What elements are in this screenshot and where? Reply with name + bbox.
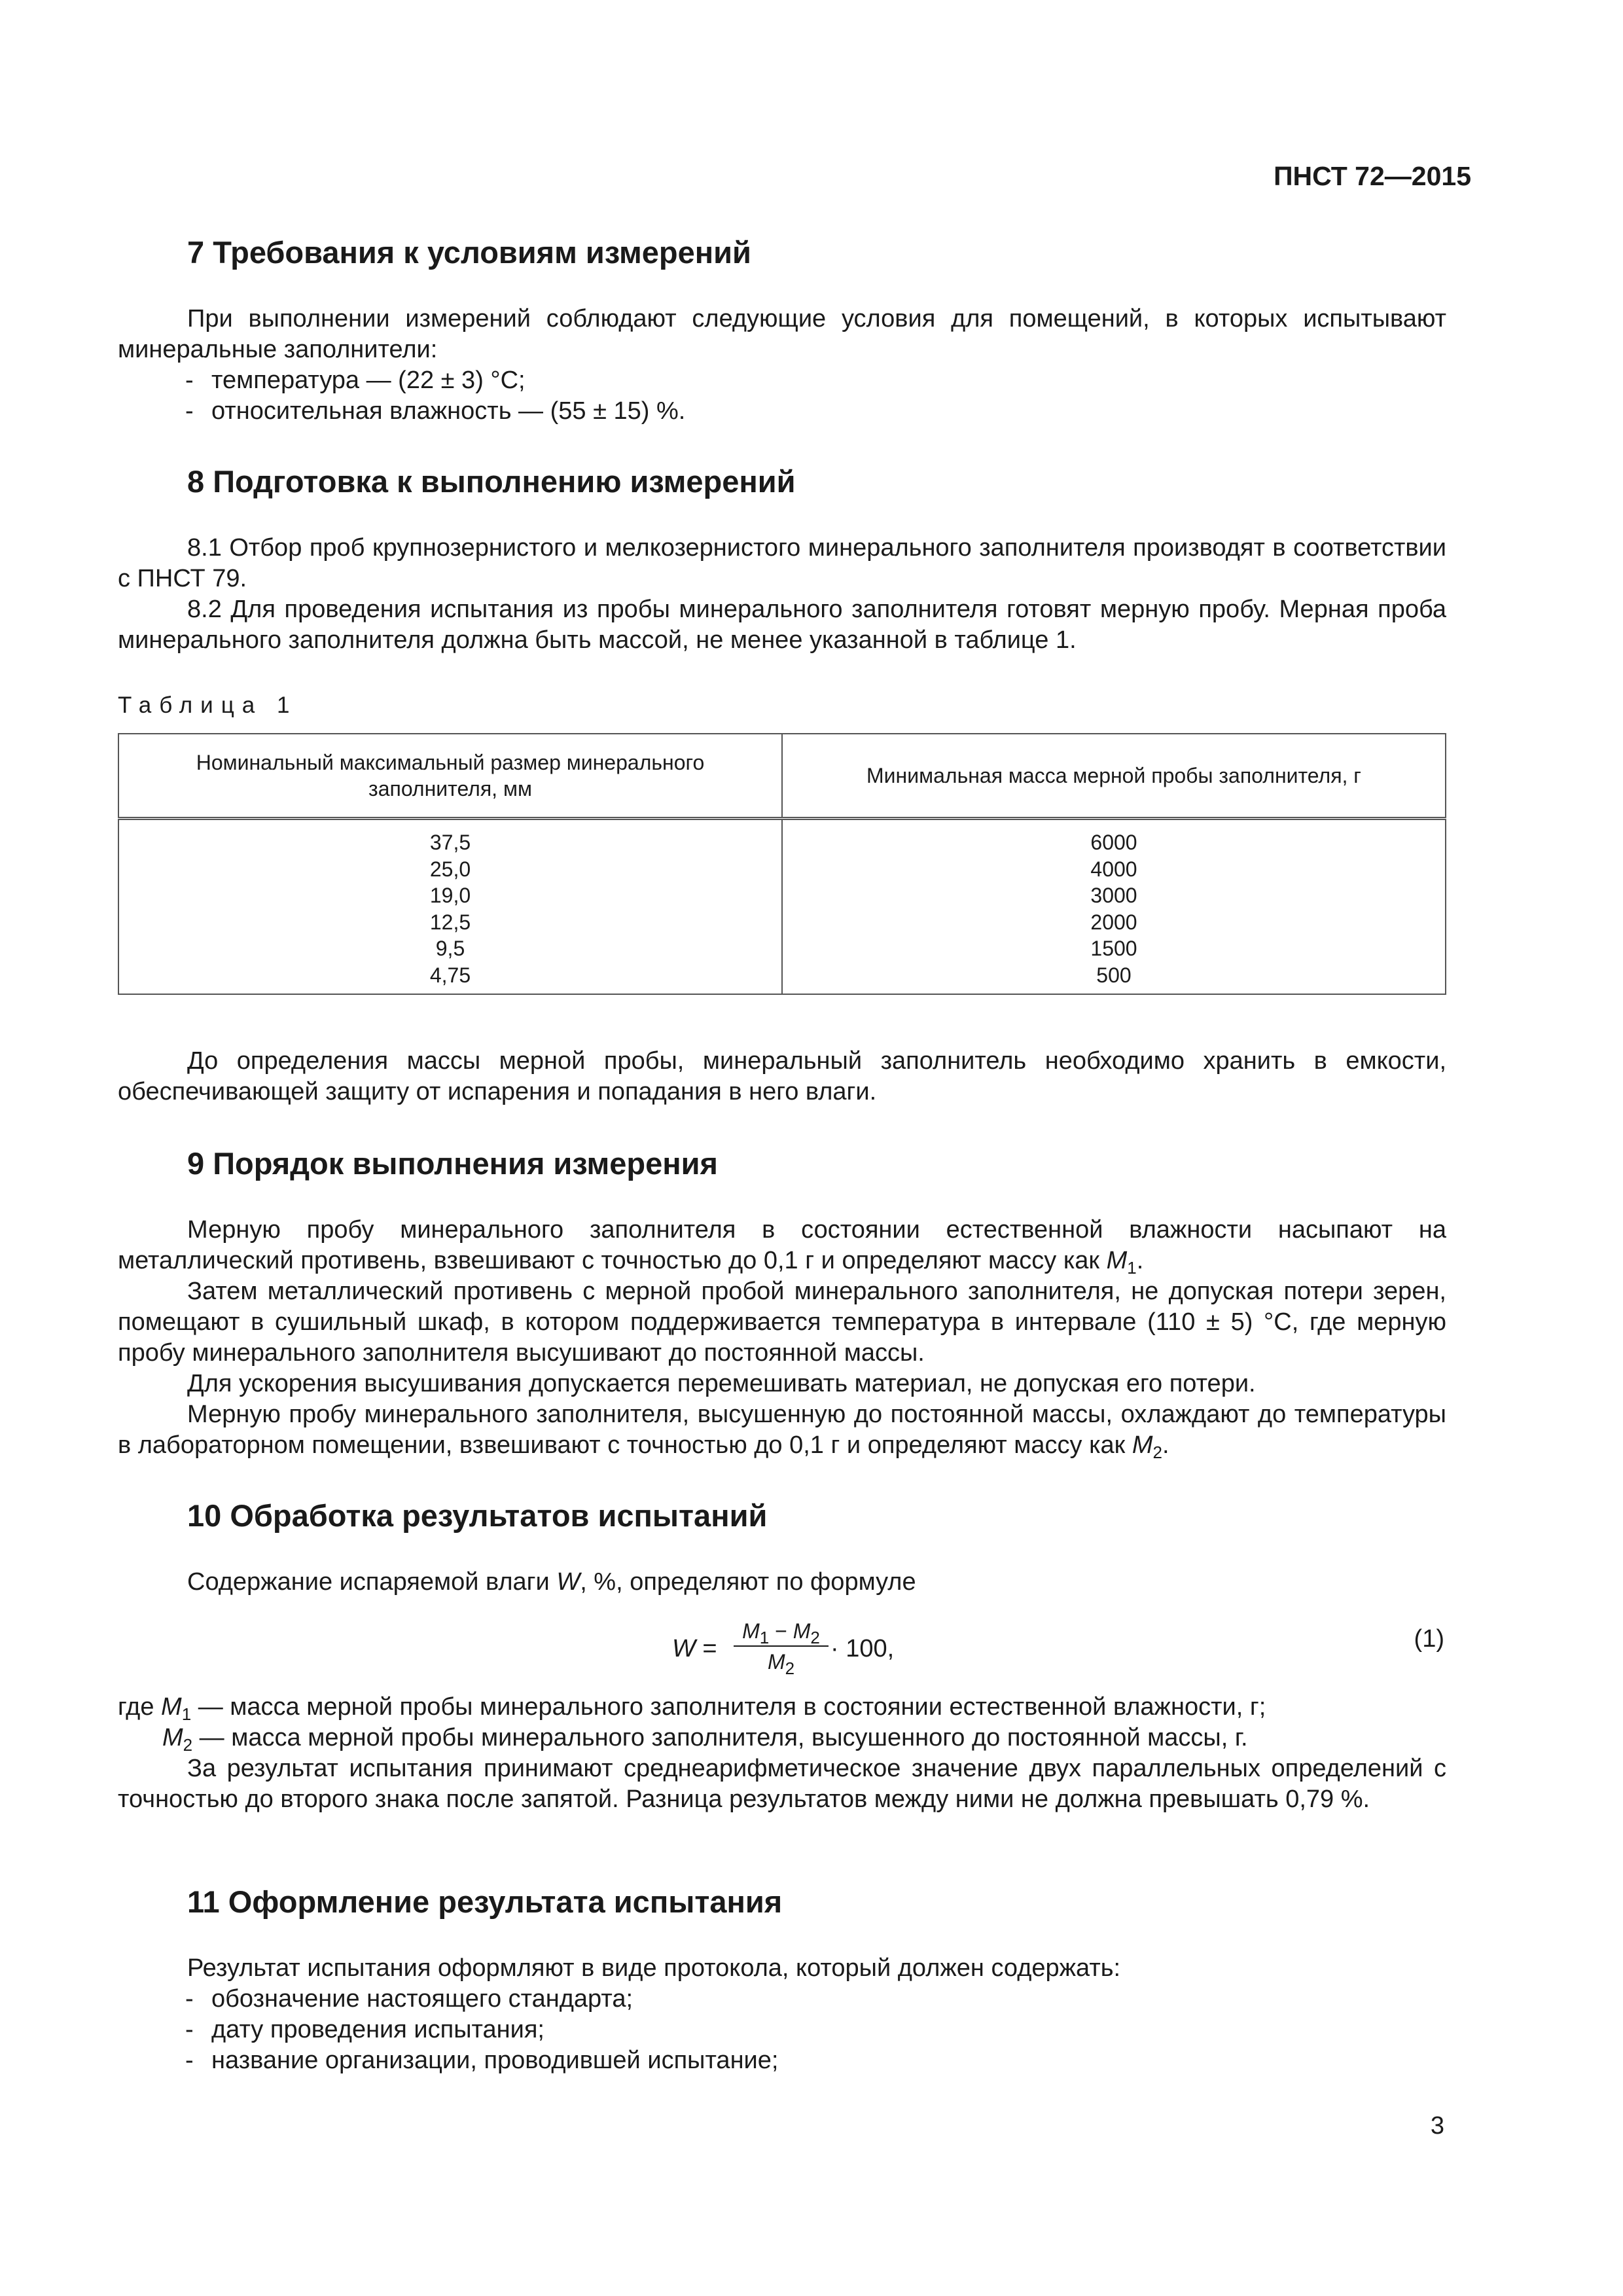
section-10-title: 10 Обработка результатов испытаний <box>187 1498 768 1533</box>
section-11-title: 11 Оформление результата испытания <box>187 1884 783 1919</box>
section-9-step-3: Для ускорения высушивания допускается перемешивать материал, не допуская его потери. <box>187 1370 1256 1397</box>
section-7-title: 7 Требования к условиям измерений <box>187 235 751 270</box>
table-cell: 25,0 <box>429 857 471 881</box>
list-item: - температура — (22 ± 3) °С; <box>185 367 526 394</box>
table-column-mass <box>782 819 1446 995</box>
where-line-1: где $M_1$ — масса мерной пробы минерального заполнителя в состоянии естественной влажности, г; <box>118 1693 1266 1724</box>
formula-fraction <box>734 1617 829 1677</box>
table-cell: 37,5 <box>429 831 471 854</box>
page-number: 3 <box>1430 2112 1444 2140</box>
table-header-size: Номинальный максимальный размер минерального заполнителя, мм <box>118 734 782 819</box>
section-9-step-4: Мерную пробу минерального заполнителя, высушенную до постоянной массы, охлаждают до температуры в лабораторном помещении, взвешивают с точностью до 0,1 г и определяют массу как $M_2$. <box>118 1401 1446 1462</box>
storage-paragraph: До определения массы мерной пробы, минеральный заполнитель необходимо хранить в емкости, обеспечивающей защиту от испарения и попадания в него влаги. <box>118 1047 1446 1105</box>
formula-rhs: · 100, <box>830 1635 895 1662</box>
table-cell: 1500 <box>1090 937 1137 960</box>
formula-intro: Содержание испаряемой влаги W, %, определяют по формуле <box>187 1568 916 1596</box>
table-header-mass: Минимальная масса мерной пробы заполнителя, г <box>782 734 1446 819</box>
table-cell: 9,5 <box>435 937 465 960</box>
list-item: - название организации, проводившей испытание; <box>185 2047 779 2074</box>
clause-8-2: 8.2 Для проведения испытания из пробы минерального заполнителя готовят мерную пробу. Мерная проба минерального заполнителя должна быть массой, не менее указанной в таблице 1. <box>118 596 1446 654</box>
formula-denominator: $M_2$ <box>767 1650 795 1678</box>
section-9-step-2: Затем металлический противень с мерной пробой минерального заполнителя, не допуская потери зерен, помещают в сушильный шкаф, в котором поддерживается температура в интервале (110 ± 5) °С, где мерную пробу минерального заполнителя высушивают до постоянной массы. <box>118 1278 1446 1367</box>
section-11-intro: Результат испытания оформляют в виде протокола, который должен содержать: <box>187 1954 1121 1982</box>
table-cell: 500 <box>1096 963 1132 987</box>
table-cell: 3000 <box>1090 884 1137 907</box>
list-item: - относительная влажность — (55 ± 15) %. <box>185 397 686 425</box>
list-item-text: название организации, проводившей испытание; <box>211 2047 779 2074</box>
result-paragraph: За результат испытания принимают среднеарифметическое значение двух параллельных определений с точностью до второго знака после запятой. Разница результатов между ними не должна превышать 0,79 %. <box>118 1755 1446 1813</box>
table-cell: 6000 <box>1090 831 1137 854</box>
table-column-size <box>118 819 782 995</box>
section-7-intro: При выполнении измерений соблюдают следующие условия для помещений, в которых испытывают минеральные заполнители: <box>118 305 1446 363</box>
list-item-text: обозначение настоящего стандарта; <box>211 1985 633 2013</box>
table-cell: 2000 <box>1090 910 1137 934</box>
where-line-2: $M_2$ — масса мерной пробы минерального заполнителя, высушенного до постоянной массы, г. <box>162 1724 1248 1755</box>
sample-mass-table <box>118 733 1446 995</box>
list-item-text: относительная влажность — (55 ± 15) %. <box>211 397 686 425</box>
equation-number: (1) <box>1414 1625 1444 1653</box>
section-9-title: 9 Порядок выполнения измерения <box>187 1146 718 1181</box>
formula-numerator: $M_1 - M_2$ <box>734 1617 829 1647</box>
clause-8-1: 8.1 Отбор проб крупнозернистого и мелкозернистого минерального заполнителя производят в соответствии с ПНСТ 79. <box>118 534 1446 592</box>
table-cell: 4000 <box>1090 857 1137 881</box>
table-cell: 4,75 <box>429 963 471 987</box>
formula-lhs: W = <box>672 1635 717 1662</box>
list-item: - дату проведения испытания; <box>185 2016 544 2043</box>
list-item: - обозначение настоящего стандарта; <box>185 1985 633 2013</box>
standard-code: ПНСТ 72—2015 <box>1274 161 1471 191</box>
table-row <box>118 819 1446 995</box>
list-item-text: дату проведения испытания; <box>211 2016 544 2043</box>
table-caption: Таблица 1 <box>118 692 298 718</box>
table-cell: 12,5 <box>429 910 471 934</box>
section-9-step-1: Мерную пробу минерального заполнителя в состоянии естественной влажности насыпают на металлический противень, взвешивают с точностью до 0,1 г и определяют массу как $M_1$. <box>118 1216 1446 1278</box>
section-8-title: 8 Подготовка к выполнению измерений <box>187 464 796 499</box>
list-item-text: температура — (22 ± 3) °С; <box>211 367 526 394</box>
table-cell: 19,0 <box>429 884 471 907</box>
